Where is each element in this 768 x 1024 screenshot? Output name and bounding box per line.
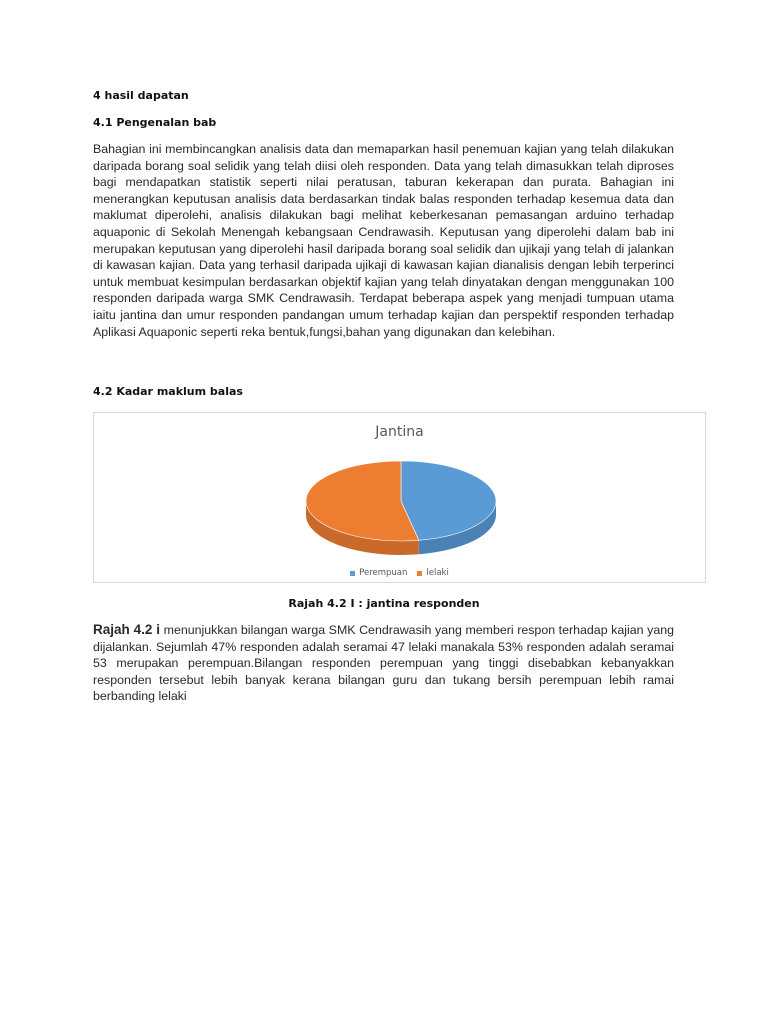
chart-legend — [94, 568, 705, 578]
figure-caption: Rajah 4.2 I : jantina responden — [288, 597, 480, 610]
section-heading-intro: 4.1 Pengenalan bab — [93, 116, 217, 129]
gender-chart — [93, 412, 706, 583]
pie-chart — [94, 413, 707, 563]
legend-label-perempuan: Perempuan — [359, 568, 408, 578]
legend-label-lelaki: lelaki — [426, 568, 449, 578]
intro-paragraph: Bahagian ini membincangkan analisis data dan memaparkan hasil penemuan kajian yang telah dilakukan daripada borang soal selidik yang telah diisi oleh responden. Data yang telah dimasukkan telah diproses bagi mendapatkan statistik seperti nilai peratusan, taburan kekerapan dan purata. Bahagian ini menerangkan keputusan analisis data berdasarkan tindak balas responden terhadap kesemua data dan maklumat diperolehi, analisis dilakukan bagi melihat keberkesanan pemasangan arduino terhadap aquaponic di Sekolah Menengah kebangsaan Cendrawasih. Keputusan yang diperolehi dalam bab ini merupakan keputusan yang diperolehi hasil daripada borang soal selidik dan ujikaji yang telah di jalankan di kawasan kajian. Data yang terhasil daripada ujikaji di kawasan kajian dianalisis dengan lebih terperinci untuk membuat kesimpulan berdasarkan objektif kajian yang telah dinyatakan dengan menggunakan 100 responden daripada warga SMK Cendrawasih. Terdapat beberapa aspek yang menjadi tumpuan utama iaitu jantina dan umur responden pandangan umum terhadap kajian dan perspektif responden terhadap Aplikasi Aquaponic seperti reka bentuk,fungsi,bahan yang digunakan dan kelebihan. — [93, 142, 674, 339]
figure-description — [93, 622, 674, 705]
legend-swatch-perempuan — [350, 571, 355, 576]
figure-description-text: menunjukkan bilangan warga SMK Cendrawasih yang memberi respon terhadap kajian yang dijalankan. Sejumlah 47% responden adalah seramai 47 lelaki manakala 53% responden adalah seramai 53 merupakan perempuan.Bilangan responden perempuan yang tinggi disebabkan kebanyakkan responden tersebut lebih banyak kerana bilangan guru dan tukang bersih perempuan lebih ramai berbanding lelaki — [93, 623, 674, 704]
chart-title: Jantina — [375, 424, 424, 440]
legend-item-perempuan — [350, 568, 407, 578]
section-heading-response-rate: 4.2 Kadar maklum balas — [93, 385, 243, 398]
chapter-heading: 4 hasil dapatan — [93, 89, 189, 102]
legend-swatch-lelaki — [417, 571, 422, 576]
figure-reference: Rajah 4.2 i — [93, 622, 161, 637]
legend-item-lelaki — [417, 568, 448, 578]
